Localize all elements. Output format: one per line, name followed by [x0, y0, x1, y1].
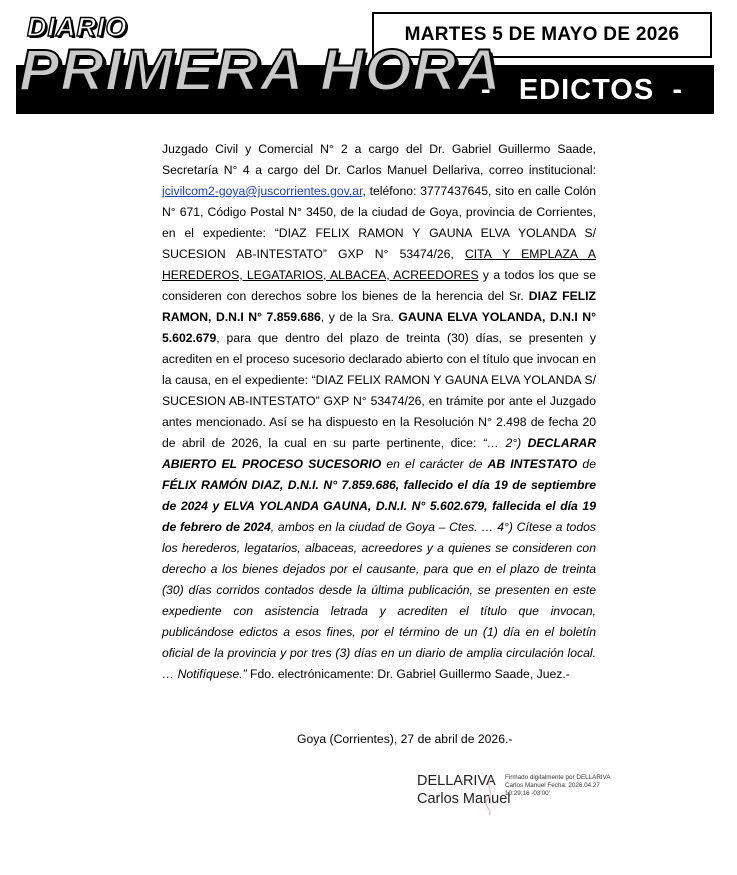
place-date: Goya (Corrientes), 27 de abril de 2026.-	[297, 732, 513, 746]
signature-stroke-icon	[477, 776, 503, 816]
date-box: MARTES 5 DE MAYO DE 2026	[372, 12, 712, 58]
email-link[interactable]: jcivilcom2-goya@juscorrientes.gov.ar	[162, 184, 363, 198]
edict-body	[162, 139, 596, 685]
citation-text: CITA Y EMPLAZA A HEREDEROS, LEGATARIOS, ALBACEA, ACREEDORES	[162, 247, 597, 282]
edict-paragraph	[162, 139, 596, 685]
text-run: , y de la Sra.	[320, 310, 399, 324]
deceased-1: DIAZ FELIZ RAMON, D.N.I N° 7.859.686	[162, 289, 596, 324]
logo-diario: DIARIO	[27, 12, 128, 42]
text-run: , teléfono: 3777437645, sito en calle Colón N° 671, Código Postal N° 3450, de la ciudad de Goya, provincia de Corrientes, en el expediente: “DIAZ FELIX RAMON Y GAUNA ELVA YOLANDA S/ SUCESION AB-INTESTATO” GXP N° 53474/26,	[162, 184, 596, 261]
quote-run: “… 2°)	[482, 436, 528, 450]
quote-bold: DECLARAR ABIERTO EL PROCESO SUCESORIO	[162, 436, 596, 471]
quote-bold: AB INTESTATO	[487, 457, 578, 471]
digital-signature	[417, 772, 617, 822]
text-run: Juzgado Civil y Comercial N° 2 a cargo del Dr. Gabriel Guillermo Saade, Secretaría N° 4 a cargo del Dr. Carlos Manuel Dellariva, correo institucional:	[162, 142, 596, 177]
masthead	[16, 10, 714, 115]
signature-meta: Firmado digitalmente por DELLARIVA Carlos Manuel Fecha: 2026.04.27 10:29:16 -03'00'	[505, 774, 611, 797]
deceased-2: GAUNA ELVA YOLANDA, D.N.I N° 5.602.679	[162, 310, 596, 345]
text-run: Fdo. electrónicamente: Dr. Gabriel Guillermo Saade, Juez.-	[246, 667, 570, 681]
quote-run: en el carácter de	[381, 457, 488, 471]
text-run: y a todos los que se consideren con derechos sobre los bienes de la herencia del Sr.	[162, 268, 596, 303]
logo-primera-hora: PRIMERA HORA	[19, 38, 502, 103]
signer-given-name: Carlos Manuel	[417, 791, 511, 807]
section-label: - EDICTOS -	[481, 73, 683, 106]
quote-run: , ambos en la ciudad de Goya – Ctes. … 4°) Cítese a todos los herederos, legatarios, albaceas, acreedores y a quienes se consideren con derecho a los bienes dejados por el causante, para que en el plazo de treinta (30) días corridos contados desde la última publicación, se presenten en este expediente con asistencia letrada y acrediten el título que invocan, publicándose edictos a esos fines, por el término de un (1) día en el boletín oficial de la provincia y por tres (3) días en un diario de amplia circulación local. … Notifíquese.”	[162, 520, 596, 681]
signer-surname: DELLARIVA	[417, 773, 496, 789]
text-run: , para que dentro del plazo de treinta (30) días, se presenten y acrediten en el proceso sucesorio declarado abierto con el título que invocan en la causa, en el expediente: “DIAZ FELIX RAMON Y GAUNA ELVA YOLANDA S/ SUCESION AB-INTESTATO” GXP N° 53474/26, en trámite por ante el Juzgado antes mencionado. Así se ha dispuesto en la Resolución N° 2.498 de fecha 20 de abril de 2026, la cual en su parte pertinente, dice:	[162, 331, 596, 450]
quote-run: de	[577, 457, 596, 471]
quote-bold: FÉLIX RAMÓN DIAZ, D.N.I. N° 7.859.686, fallecido el día 19 de septiembre de 2024 y ELVA YOLANDA GAUNA, D.N.I. N° 5.602.679, fallecida el día 19 de febrero de 2024	[162, 478, 596, 534]
